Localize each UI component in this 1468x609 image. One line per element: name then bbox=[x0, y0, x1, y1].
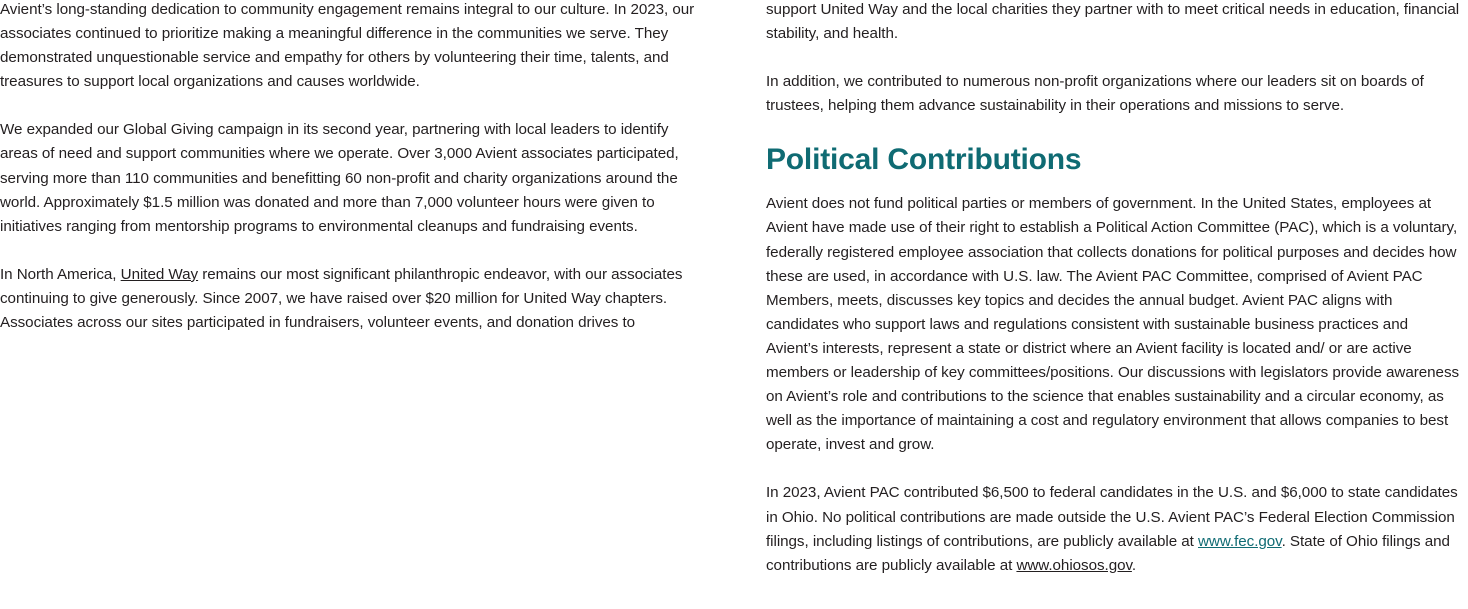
non-profit-boards-paragraph: In addition, we contributed to numerous non-profit organizations where our leaders sit on boards of trustees, helping them advance sustainability in their operations and missions to serve. bbox=[766, 73, 1424, 115]
ohiosos-gov-link[interactable]: www.ohiosos.gov bbox=[1016, 556, 1132, 574]
fec-gov-link[interactable]: www.fec.gov bbox=[1198, 532, 1282, 550]
north-america-text-before: In North America, bbox=[0, 265, 121, 283]
section-heading-political-contributions: Political Contributions bbox=[766, 143, 1082, 177]
contributions-text-part2: . State of Ohio filings and contributions are publicly available at bbox=[766, 532, 1450, 574]
united-way-continued-paragraph: support United Way and the local charities they partner with to meet critical needs in education, financial stability, and health. bbox=[766, 1, 1460, 43]
united-way-link[interactable]: United Way bbox=[120, 265, 199, 283]
right-column bbox=[712, 0, 1468, 609]
contributions-text-part3: . bbox=[1131, 556, 1137, 574]
north-america-text-after: remains our most significant philanthropic endeavor, with our associates continuing to give generously. Since 2007, we have raised over $20 million for United Way chapters. Associates across our sites participated in fundraisers, volunteer events, and donation drives to bbox=[0, 265, 683, 332]
north-america-paragraph bbox=[0, 263, 696, 335]
pac-description-paragraph: Avient does not fund political parties or members of government. In the United States, employees at Avient have made use of their right to establish a Political Action Committee (PAC), which is a voluntary, federally registered employee association that collects donations for political purposes and decides how these are used, in accordance with U.S. law. The Avient PAC Committee, comprised of Avient PAC Members, meets, discusses key topics and decides the annual budget. Avient PAC aligns with candidates who support laws and regulations consistent with sustainable business practices and Avient’s interests, represent a state or district where an Avient facility is located and/ or are active members or leadership of key committees/positions. Our discussions with legislators provide awareness on Avient’s role and contributions to the science that enables sustainability and a circular economy, as well as the importance of maintaining a cost and regulatory environment that allows companies to best operate, invest and grow. bbox=[766, 195, 1460, 454]
community-engagement-paragraph: Avient’s long-standing dedication to community engagement remains integral to our culture. In 2023, our associates continued to prioritize making a meaningful difference in the communities we serve. They demonstrated unquestionable service and empathy for others by volunteering their time, talents, and treasures to support local organizations and causes worldwide. bbox=[0, 1, 695, 91]
pac-contributions-paragraph bbox=[766, 481, 1460, 577]
contributions-text-part1: In 2023, Avient PAC contributed $6,500 to federal candidates in the U.S. and $6,000 to state candidates in Ohio. No political contributions are made outside the U.S. Avient PAC’s Federal Election Commission filings, including listings of contributions, are publicly available at bbox=[766, 484, 1458, 550]
global-giving-paragraph: We expanded our Global Giving campaign in its second year, partnering with local leaders to identify areas of need and support communities where we operate. Over 3,000 Avient associates participated, serving more than 110 communities and benefitting 60 non-profit and charity organizations around the world. Approximately $1.5 million was donated and more than 7,000 volunteer hours were given to initiatives ranging from mentorship programs to environmental cleanups and fundraising events. bbox=[0, 121, 679, 235]
left-column bbox=[0, 0, 712, 609]
